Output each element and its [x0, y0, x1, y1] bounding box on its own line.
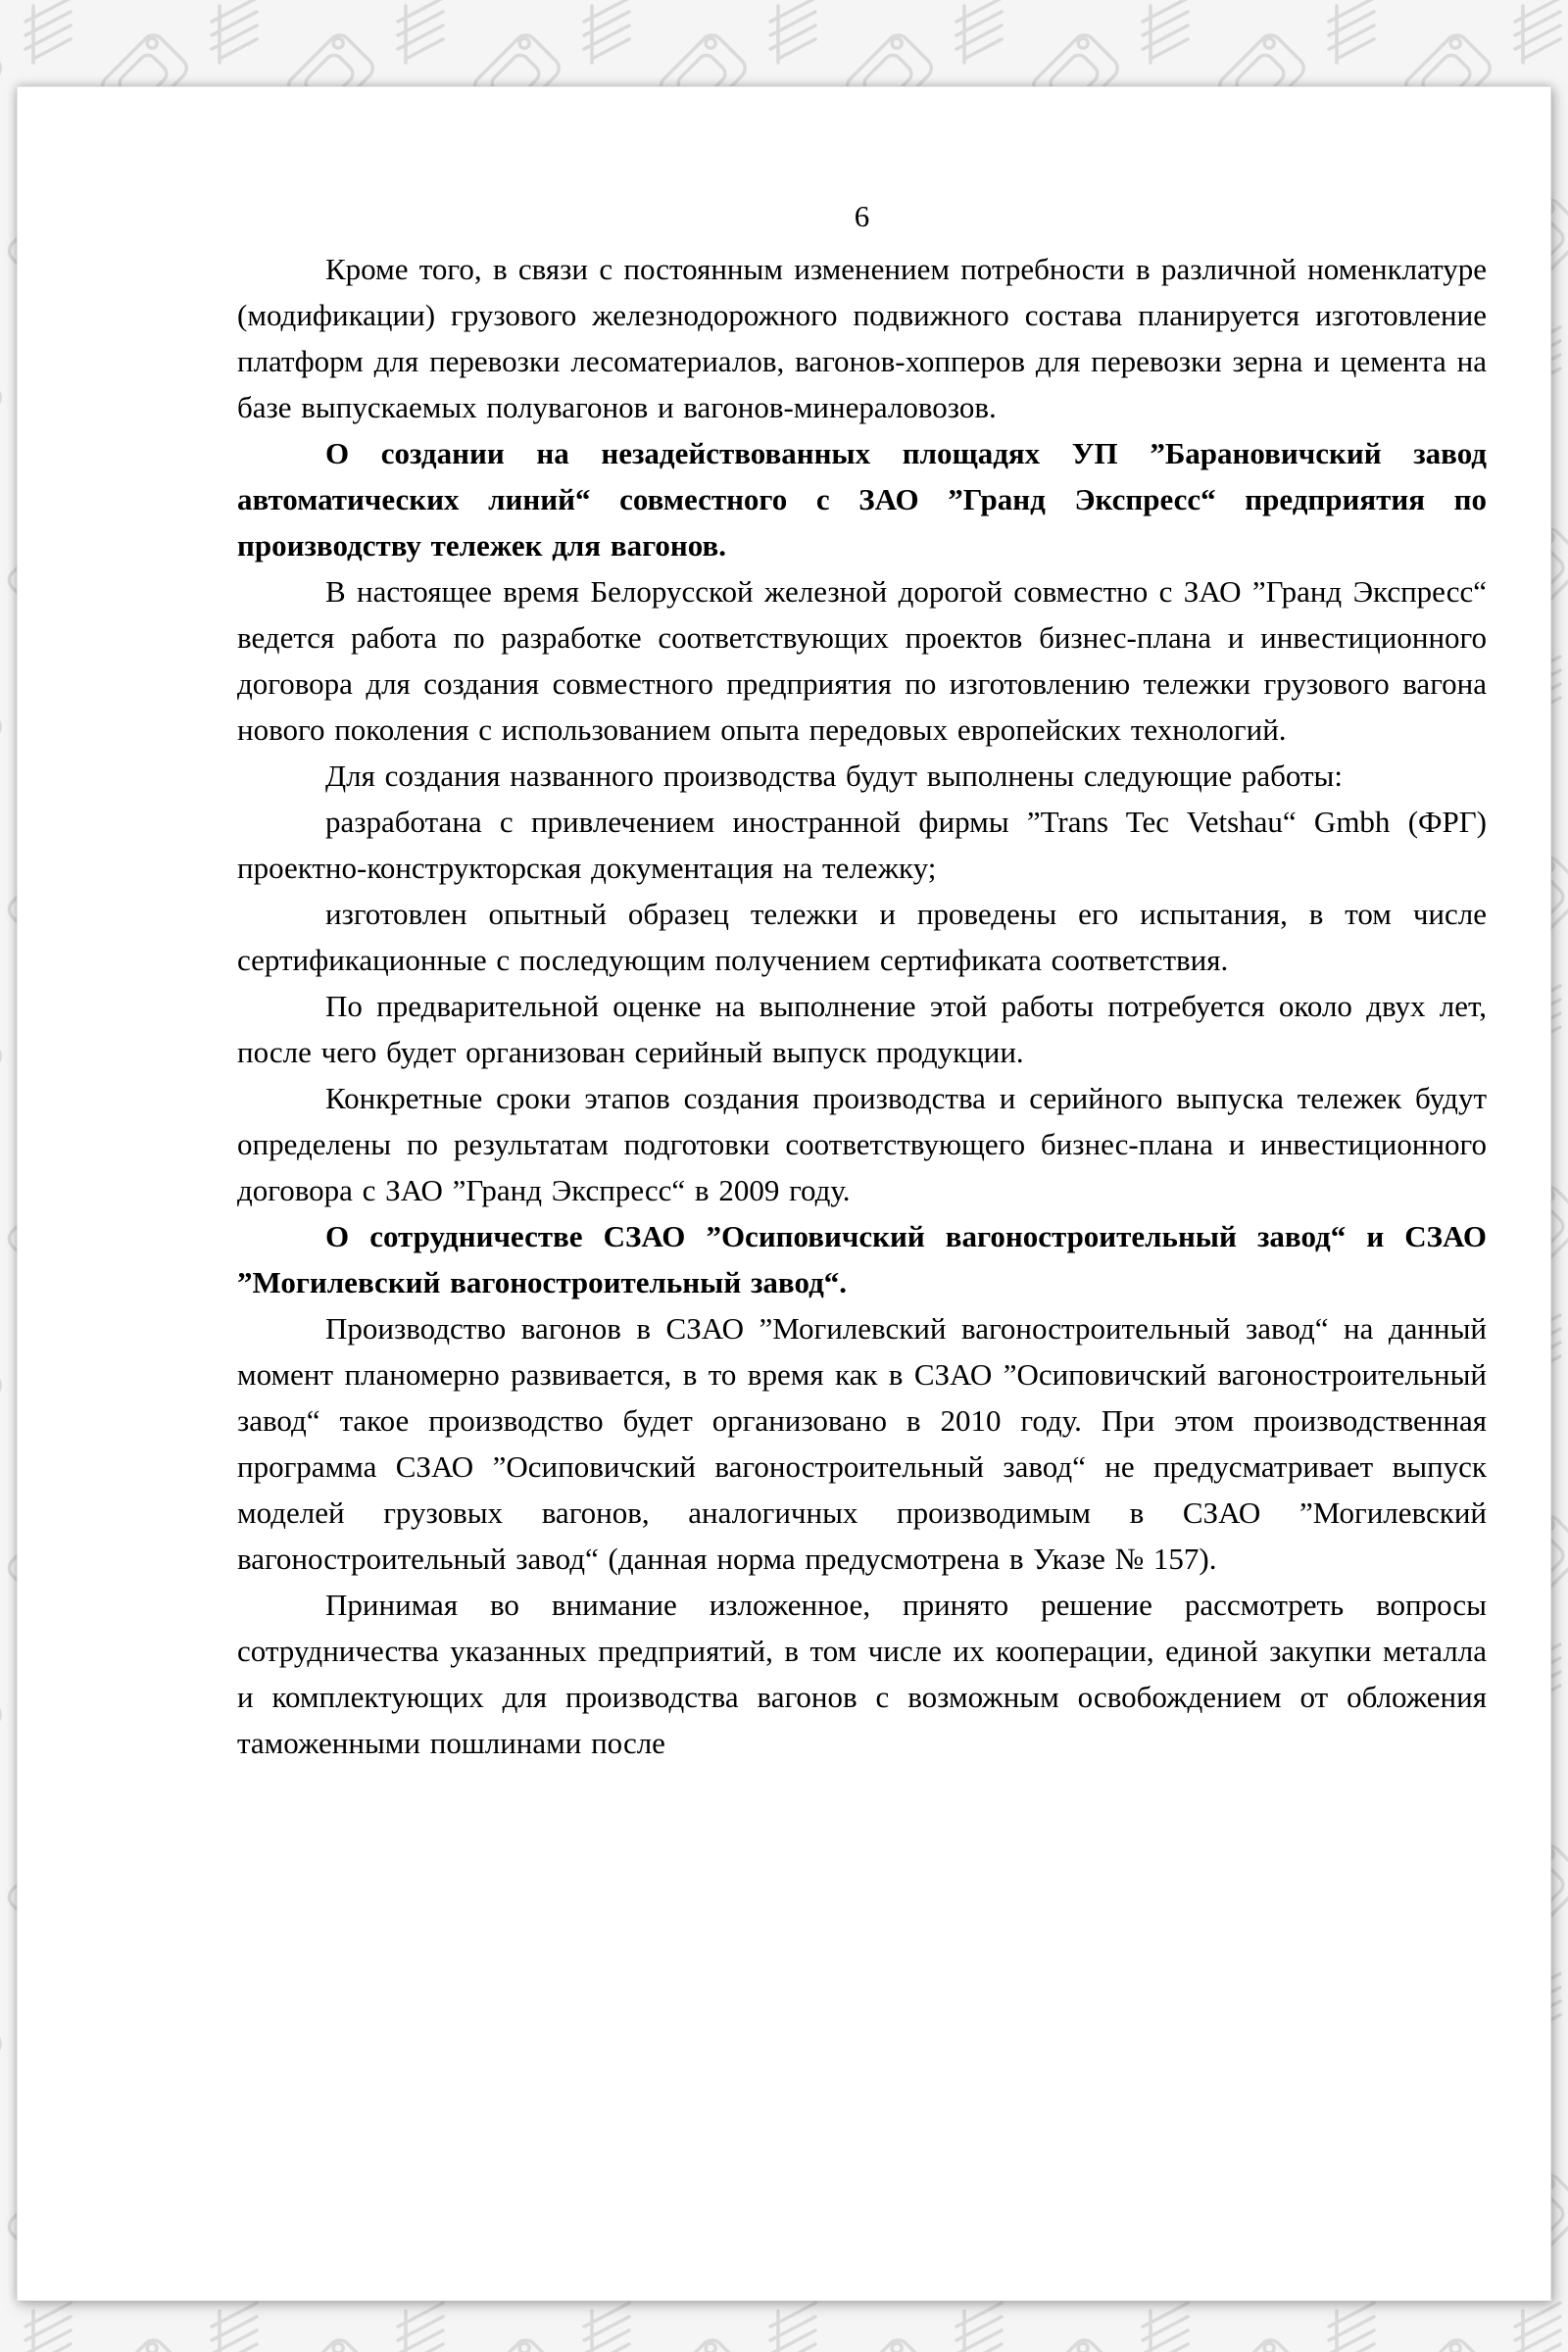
body-paragraph: Для создания названного производства будут выполнены следующие работы:	[325, 759, 1343, 793]
body-paragraph: Принимая во внимание изложенное, принято решение рассмотреть вопросы сотрудничества указанных предприятий, в том числе их кооперации, единой закупки металла и комплектующих для производства вагонов с возможным освобождением от обложения таможенными пошлинами после	[237, 1588, 1487, 1760]
body-paragraph: В настоящее время Белорусской железной дорогой совместно с ЗАО ”Гранд Экспресс“ ведется работа по разработке соответствующих проектов бизнес-плана и инвестиционного договора для создания совместного предприятия по изготовлению тележки грузового вагона нового поколения с использованием опыта передовых европейских технологий.	[237, 574, 1487, 747]
body-paragraph: Кроме того, в связи с постоянным изменением потребности в различной номенклатуре (модификации) грузового железнодорожного подвижного состава планируется изготовление платформ для перевозки лесоматериалов, вагонов-хопперов для перевозки зерна и цемента на базе выпускаемых полувагонов и вагонов-минераловозов.	[237, 252, 1487, 424]
body-paragraph: разработана с привлечением иностранной фирмы ”Trans Tec Vetshau“ Gmbh (ФРГ) проектно-конструкторская документация на тележку;	[237, 805, 1487, 885]
document-page	[17, 86, 1551, 2301]
heading-paragraph: О сотрудничестве СЗАО ”Осиповичский вагоностроительный завод“ и СЗАО ”Могилевский вагоностроительный завод“.	[237, 1219, 1487, 1299]
body-paragraph: изготовлен опытный образец тележки и проведены его испытания, в том числе сертификационные с последующим получением сертификата соответствия.	[237, 897, 1487, 977]
body-paragraph: Конкретные сроки этапов создания производства и серийного выпуска тележек будут определены по результатам подготовки соответствующего бизнес-плана и инвестиционного договора с ЗАО ”Гранд Экспресс“ в 2009 году.	[237, 1081, 1487, 1207]
heading-paragraph: О создании на незадействованных площадях УП ”Барановичский завод автоматических линий“ совместного с ЗАО ”Гранд Экспресс“ предприятия по производству тележек для вагонов.	[237, 436, 1487, 563]
body-paragraph: По предварительной оценке на выполнение этой работы потребуется около двух лет, после чего будет организован серийный выпуск продукции.	[237, 989, 1487, 1069]
page-content	[18, 87, 1550, 2300]
body-paragraph: Производство вагонов в СЗАО ”Могилевский вагоностроительный завод“ на данный момент планомерно развивается, в то время как в СЗАО ”Осиповичский вагоностроительный завод“ такое производство будет организовано в 2010 году. При этом производственная программа СЗАО ”Осиповичский вагоностроительный завод“ не предусматривает выпуск моделей грузовых вагонов, аналогичных производимым в СЗАО ”Могилевский вагоностроительный завод“ (данная норма предусмотрена в Указе № 157).	[237, 1311, 1487, 1576]
document-body	[237, 246, 1487, 1766]
page-number: 6	[854, 199, 870, 233]
